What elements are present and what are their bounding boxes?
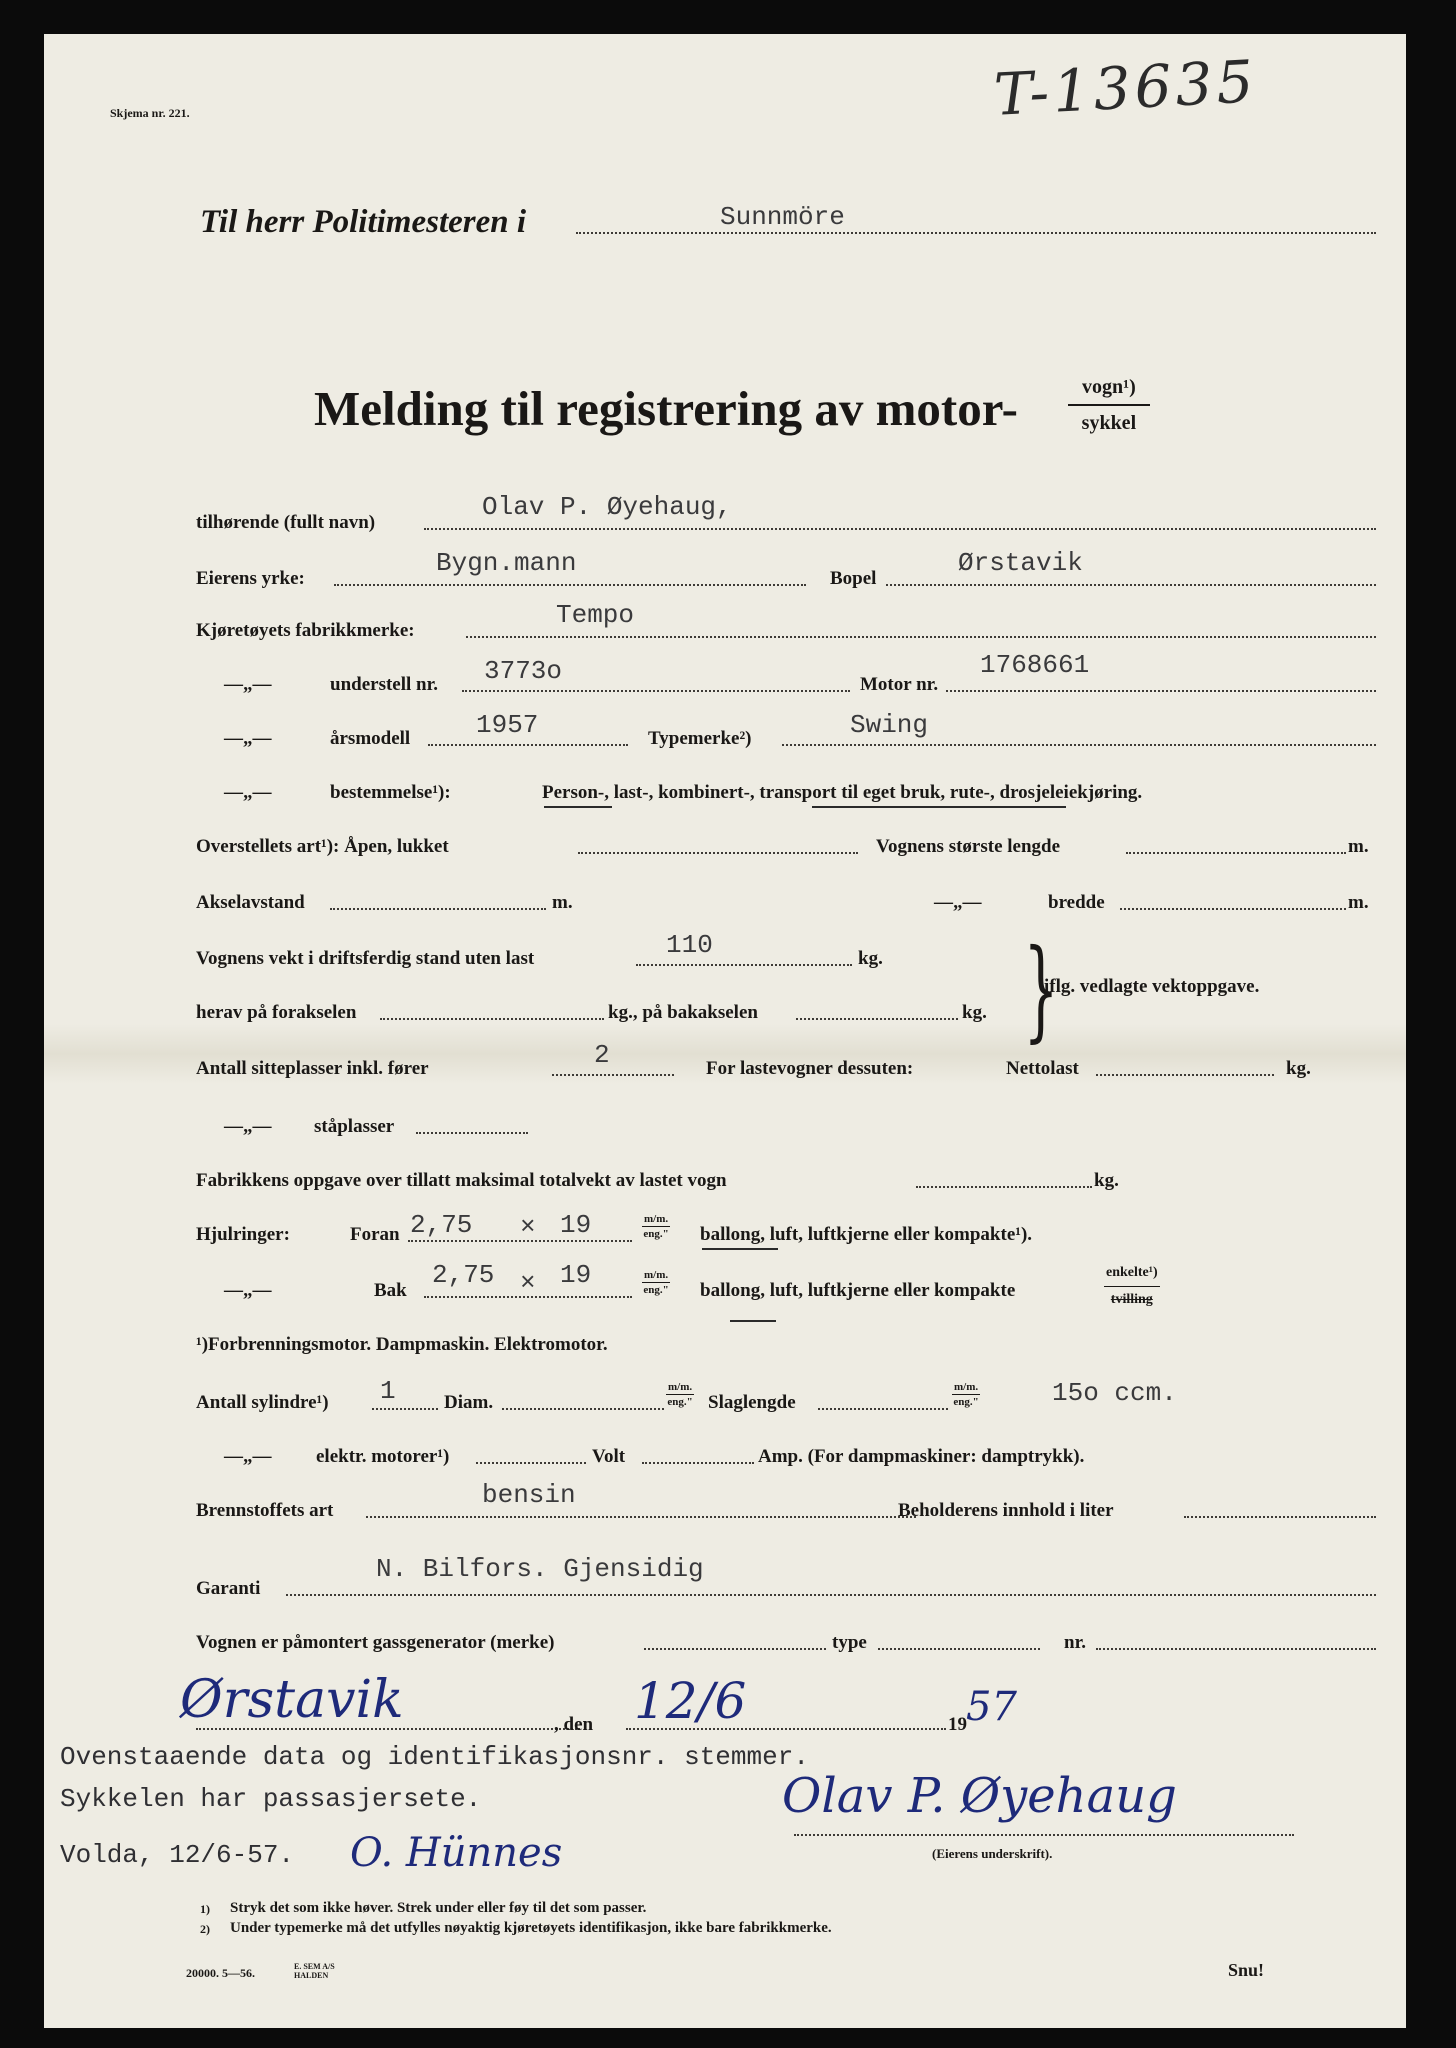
gas-label: Vognen er påmontert gassgenerator (merke) [196,1632,555,1653]
weight-value: 110 [666,930,713,960]
width-label: bredde [1048,892,1105,913]
occupation-label: Eierens yrke: [196,568,305,589]
electric-label: elektr. motorer¹) [316,1446,450,1467]
axle-unit: m. [552,892,573,913]
rear-axle-line [796,1018,958,1020]
place-line [196,1728,580,1730]
make-label: Kjøretøyets fabrikkmerke: [196,620,415,641]
rear-wheel-label: Bak [374,1280,407,1301]
make-value: Tempo [556,600,635,630]
cylinders-value: 1 [380,1376,396,1406]
owner-signature-line [794,1834,1294,1836]
occupation-line [334,584,806,586]
fuel-value: bensin [482,1480,576,1510]
gas-line [644,1648,826,1650]
residence-label: Bopel [830,568,877,589]
footnote-2-mark: 2) [200,1922,210,1936]
verification-line1: Ovenstaaende data og identifikasjonsnr. stemmer. [60,1742,809,1772]
year-prefix: 19 [948,1714,967,1735]
rear-tire-text: ballong, luft, luftkjerne eller kompakte [700,1280,1016,1301]
verification-line2: Sykkelen har passasjersete. [60,1784,482,1814]
axle-line [330,908,546,910]
rear-wheel-a: 2,75 [432,1260,495,1290]
type-label: Typemerke²) [648,728,752,749]
signature-place: Ørstavik [180,1670,404,1730]
volt-label: Volt [592,1446,626,1467]
maxweight-unit: kg. [1094,1170,1119,1191]
cylinders-line [372,1408,438,1410]
purpose-underline-transport [812,806,1066,808]
rear-axle-label: kg., på bakakselen [608,1002,758,1023]
ditto-mark: —„— [224,1116,272,1137]
tank-line [1184,1516,1376,1518]
chassis-label: understell nr. [330,674,439,695]
archive-mark: T-13635 [992,47,1259,129]
year-line [428,744,628,746]
type-value: Swing [850,710,929,740]
electric-line [476,1462,586,1464]
truck-label: For lastevogner dessuten: [706,1058,914,1079]
den-label: , den [554,1714,594,1735]
engine-value: 1768661 [980,650,1090,680]
officer-signature: O. Hünnes [350,1830,563,1876]
standing-line [416,1132,528,1134]
form-title: Melding til registrering av motor- [314,381,1018,436]
owner-signature-caption: (Eierens underskrift). [932,1846,1053,1861]
turn-over: Snu! [1228,1960,1265,1980]
gas-nr-label: nr. [1064,1632,1087,1653]
residence-line [886,584,1376,586]
volt-line [642,1462,754,1464]
residence-value: Ørstavik [958,548,1083,578]
rear-wheel-x: × [520,1268,536,1298]
fuel-line [366,1516,916,1518]
year-suffix: 57 [966,1684,1017,1730]
mm-denominator: eng." [667,1396,693,1408]
title-numerator: vogn¹) [1068,370,1150,406]
addressee-label: Til herr Politimesteren i [200,204,527,240]
amp-label: Amp. (For dampmaskiner: damptrykk). [758,1446,1085,1467]
weight-note: iflg. vedlagte vektoppgave. [1044,976,1260,997]
ditto-mark: —„— [224,1446,272,1467]
front-wheel-label: Foran [350,1224,400,1245]
purpose-options: Person-, last-, kombinert-, transport til eget bruk, rute-, drosjeleiekjøring. [542,782,1143,803]
diam-line [502,1408,664,1410]
front-wheel-a: 2,75 [410,1210,473,1240]
chassis-line [462,690,850,692]
length-label: Vognens største lengde [876,836,1061,857]
length-line [1126,852,1346,854]
mm-numerator: m/m. [668,1381,693,1393]
title-fraction [1068,370,1150,440]
verification-line3: Volda, 12/6-57. [60,1840,295,1870]
footnote-2: Under typemerke må det utfylles nøyaktig kjøretøyets identifikasjon, ikke bare fabrikkmerke. [230,1920,832,1936]
year-label: årsmodell [330,728,411,749]
gas-type-label: type [832,1632,867,1653]
stroke-label: Slaglengde [708,1392,796,1413]
stroke-line [818,1408,948,1410]
fuel-label: Brennstoffets art [196,1500,334,1521]
maxweight-line [916,1186,1092,1188]
engine-types: ¹)Forbrenningsmotor. Dampmaskin. Elektromotor. [196,1334,608,1355]
ditto-mark: —„— [934,892,982,913]
seats-label: Antall sitteplasser inkl. fører [196,1058,429,1079]
owner-line [424,528,1376,530]
year-value: 1957 [476,710,539,740]
weight-unit: kg. [858,948,883,969]
wheels-label: Hjulringer: [196,1224,290,1245]
mm-denominator: eng." [953,1396,979,1408]
owner-signature: Olav P. Øyehaug [782,1768,1177,1824]
ditto-mark: —„— [224,1280,272,1301]
mm-denominator: eng." [643,1284,669,1296]
engine-line [946,690,1376,692]
guarantee-label: Garanti [196,1578,261,1599]
ditto-mark: —„— [224,674,272,695]
gas-nr-line [1096,1648,1376,1650]
width-unit: m. [1348,892,1369,913]
occupation-value: Bygn.mann [436,548,577,578]
print-code: 20000. 5—56. [186,1966,255,1980]
tire-count-fraction [1104,1260,1160,1313]
chassis-value: 3773o [484,656,563,686]
diam-mm-fraction [666,1380,694,1409]
front-balloon-underline [702,1248,778,1250]
footnote-1-mark: 1) [200,1902,210,1916]
body-line [578,852,858,854]
printer-mark: E. SEM A/S HALDEN [294,1962,335,1980]
mm-numerator: m/m. [644,1269,669,1281]
seats-line [552,1074,674,1076]
addressee-line [576,232,1376,234]
owner-label: tilhørende (fullt navn) [196,512,376,533]
netload-label: Nettolast [1006,1058,1079,1079]
owner-value: Olav P. Øyehaug, [482,492,732,522]
axle-label: Akselavstand [196,892,305,913]
district-value: Sunnmöre [720,202,845,232]
rear-wheel-b: 19 [560,1260,592,1290]
front-axle-label: herav på forakselen [196,1002,357,1023]
signature-date: 12/6 [634,1672,747,1730]
width-line [1120,908,1346,910]
netload-unit: kg. [1286,1058,1311,1079]
footnote-1: Stryk det som ikke høver. Strek under eller føy til det som passer. [230,1900,647,1916]
front-axle-line [380,1018,604,1020]
front-wheel-b: 19 [560,1210,592,1240]
ditto-mark: —„— [224,782,272,803]
weight-brace: } [1023,925,1059,1053]
rear-balloon-underline [730,1320,776,1322]
front-tire-text: ballong, luft, luftkjerne eller kompakte¹). [700,1224,1033,1245]
front-wheel-x: × [520,1212,536,1242]
stroke-mm-fraction [952,1380,980,1409]
guarantee-value: N. Bilfors. Gjensidig [376,1554,704,1584]
length-unit: m. [1348,836,1369,857]
rear-axle-unit: kg. [962,1002,987,1023]
front-mm-fraction [642,1212,670,1241]
diam-label: Diam. [444,1392,494,1413]
purpose-underline-person [544,806,612,808]
tire-numerator: enkelte¹) [1104,1260,1160,1287]
seats-value: 2 [594,1040,610,1070]
tire-denominator: tvilling [1110,1292,1153,1307]
ditto-mark: —„— [224,728,272,749]
maxweight-label: Fabrikkens oppgave over tillatt maksimal totalvekt av lastet vogn [196,1170,727,1191]
displacement-value: 15o ccm. [1052,1378,1177,1408]
weight-label: Vognens vekt i driftsferdig stand uten last [196,948,535,969]
guarantee-line [286,1594,1376,1596]
make-line [466,636,1376,638]
rear-mm-fraction [642,1268,670,1297]
form-number: Skjema nr. 221. [110,106,190,120]
purpose-label: bestemmelse¹): [330,782,451,803]
tank-label: Beholderens innhold i liter [898,1500,1114,1521]
mm-numerator: m/m. [644,1213,669,1225]
netload-line [1096,1074,1274,1076]
standing-label: ståplasser [314,1116,395,1137]
mm-denominator: eng." [643,1228,669,1240]
cylinders-label: Antall sylindre¹) [196,1392,329,1413]
type-line [782,744,1376,746]
title-denominator: sykkel [1081,412,1137,434]
body-label: Overstellets art¹): Åpen, lukket [196,836,449,857]
weight-line [636,964,852,966]
engine-label: Motor nr. [860,674,939,695]
mm-numerator: m/m. [954,1381,979,1393]
gas-type-line [878,1648,1040,1650]
form-page [44,34,1406,2028]
